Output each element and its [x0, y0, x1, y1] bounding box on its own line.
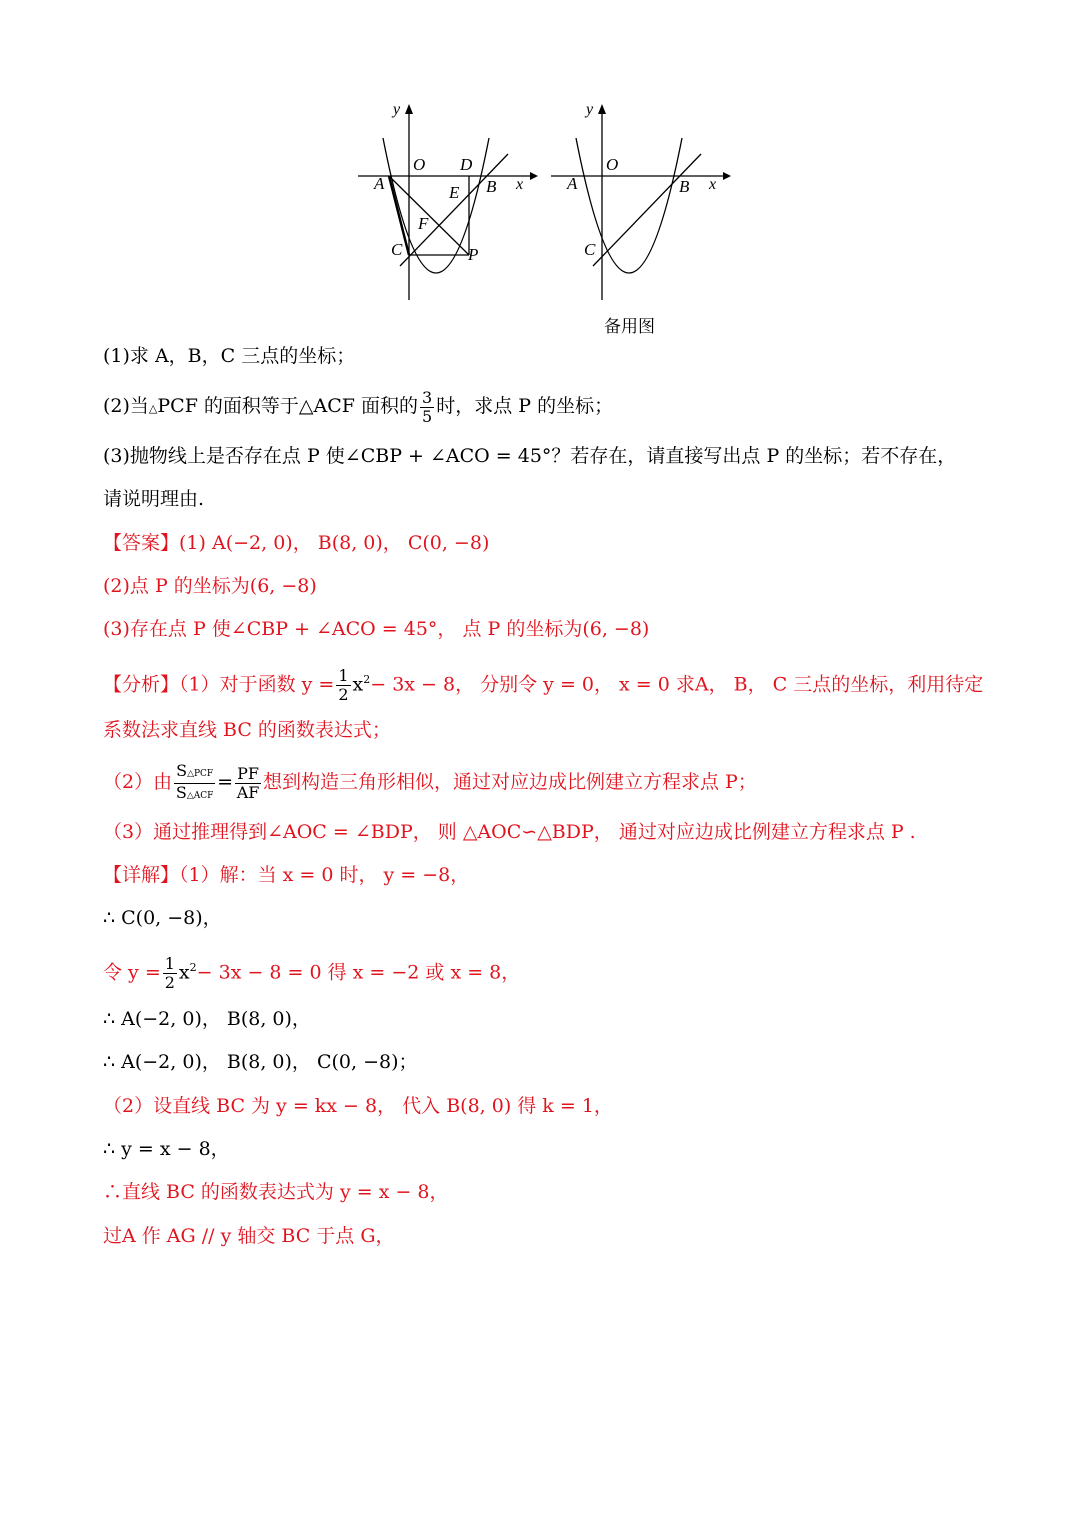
detail-7: ∴ y = x − 8，	[103, 1138, 230, 1160]
detail-3: 令 y = $\frac{1}{2}$ $x^2- 3x - 8 = 0$ 得 x = −2 或 x = 8，	[103, 953, 521, 992]
question-3-line-2: 请说明理由.	[103, 488, 205, 510]
fraction-3-5: $\frac{3}{5}$	[422, 387, 433, 426]
label-C: C	[584, 240, 596, 259]
analysis-1-cont: 系数法求直线 BC 的函数表达式；	[103, 719, 391, 741]
detail-label: 【详解】	[103, 864, 180, 886]
detail-8: ∴直线 BC 的函数表达式为 y = x − 8，	[103, 1181, 449, 1203]
label-y: y	[393, 101, 401, 118]
analysis-2: （2）由 $\frac{\text{S△PCF}}{\text{S△ACF}}$ = $\frac{PF}{AF}$ 想到构造三角形相似，通过对应边成比例建立方程求点 P；	[103, 758, 757, 806]
label-x: x	[516, 176, 524, 193]
analysis-1: 【分析】（1）对于函数 y = $\frac{1}{2}$ $x^2- 3x - 8$， 分别令 y = 0， x = 0 求A， B， C 三点的坐标，利用待定	[103, 665, 984, 704]
label-O: O	[413, 155, 426, 174]
label-y: y	[586, 101, 594, 118]
answer-2: (2)点 P 的坐标为(6, −8)	[103, 575, 317, 597]
figure-spare	[543, 98, 733, 308]
label-D: D	[460, 155, 473, 174]
label-E: E	[449, 183, 460, 202]
label-B: B	[679, 177, 690, 196]
analysis-3: （3）通过推理得到∠AOC = ∠BDP， 则 △AOC∽△BDP， 通过对应边成比例建立方程求点 P .	[103, 821, 916, 843]
detail-9: 过A 作 AG // y 轴交 BC 于点 G，	[103, 1225, 395, 1247]
analysis-label: 【分析】	[103, 673, 180, 696]
label-A: A	[567, 174, 578, 193]
answer-1: 【答案】(1) A(−2, 0)， B(8, 0)， C(0, −8)	[103, 532, 490, 554]
fraction-1-2: $\frac{1}{2}$	[164, 953, 175, 992]
question-1: (1)求 A，B，C 三点的坐标；	[103, 345, 356, 367]
figure-main	[350, 98, 540, 308]
label-F: F	[418, 214, 429, 233]
label-A: A	[374, 174, 385, 193]
answer-3: (3)存在点 P 使∠CBP + ∠ACO = 45°， 点 P 的坐标为(6, −8)	[103, 618, 650, 640]
detail-1: 【详解】（1）解：当 x = 0 时， y = −8，	[103, 864, 470, 886]
fraction-1-2: $\frac{1}{2}$	[338, 665, 349, 704]
fraction-pf-af: $\frac{PF}{AF}$	[236, 763, 260, 802]
parabola-figure-spare	[543, 98, 733, 308]
label-C: C	[391, 240, 403, 259]
question-3-line-1: (3)抛物线上是否存在点 P 使∠CBP + ∠ACO = 45°？若存在，请直接写出点 P 的坐标；若不存在，	[103, 445, 957, 467]
detail-2: ∴ C(0, −8)，	[103, 907, 222, 929]
detail-4: ∴ A(−2, 0)， B(8, 0)，	[103, 1008, 311, 1030]
label-B: B	[486, 177, 497, 196]
detail-6: （2）设直线 BC 为 y = kx − 8， 代入 B(8, 0) 得 k = 1，	[103, 1095, 613, 1117]
detail-5: ∴ A(−2, 0)， B(8, 0)， C(0, −8)；	[103, 1051, 418, 1073]
label-O: O	[606, 155, 619, 174]
parabola-figure-main	[350, 98, 540, 308]
question-2: (2)当△PCF 的面积等于△ACF 面积的 $\frac{3}{5}$ 时，求点 P 的坐标；	[103, 387, 614, 426]
label-P: P	[468, 245, 479, 264]
figure-caption: 备用图	[604, 317, 655, 337]
answer-label: 【答案】	[103, 532, 180, 554]
label-x: x	[709, 176, 717, 193]
fraction-area-ratio: $\frac{\text{S△PCF}}{\text{S△ACF}}$	[175, 760, 214, 802]
